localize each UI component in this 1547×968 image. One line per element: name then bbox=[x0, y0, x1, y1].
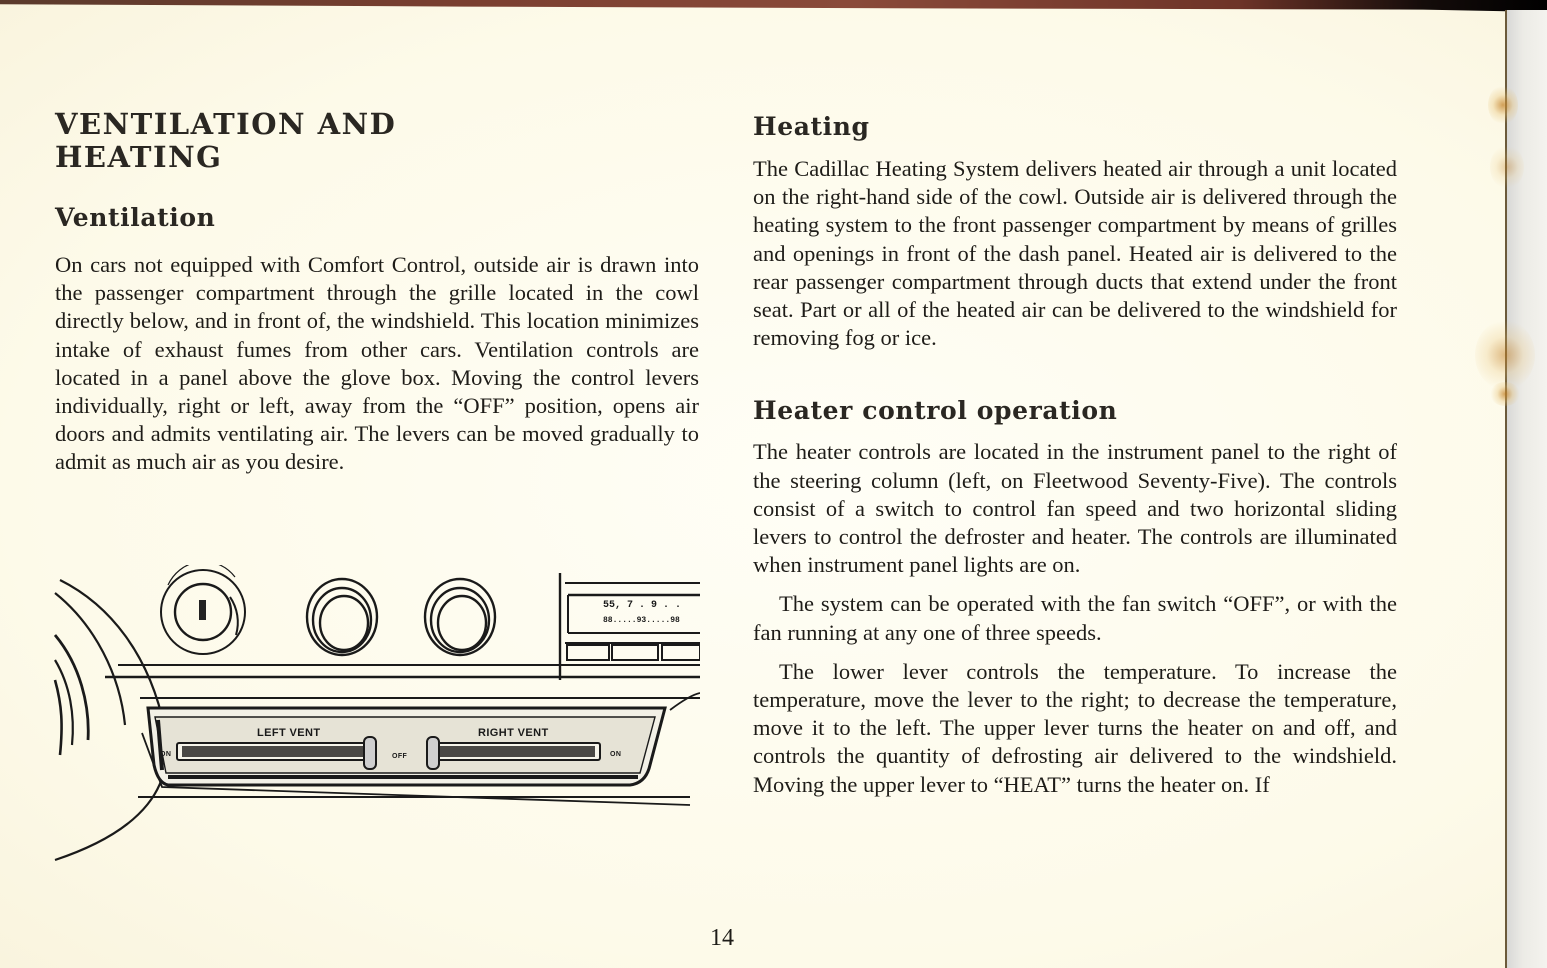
right-on-label: ON bbox=[610, 751, 622, 758]
control-knob-left bbox=[307, 579, 377, 655]
section-title-line1: VENTILATION AND bbox=[55, 107, 397, 141]
heating-heading: Heating bbox=[753, 112, 870, 141]
heater-control-paragraph-1: The heater controls are located in the instrument panel to the right of the steering column (left, on Fleetwood Seventy-Five). The controls consist of a switch to control fan speed and two horizontal sliding levers to control the defroster and heater. The controls are illuminated when instrument panel lights are on. bbox=[753, 439, 1397, 578]
left-column bbox=[55, 108, 699, 477]
heating-paragraph: The Cadillac Heating System delivers heated air through a unit located on the right-hand side of the cowl. Outside air is delivered through the heating system to the front passenger compartment by means of grilles and openings in front of the dash panel. Heated air is delivered to the rear passenger compartment through ducts that extend under the front seat. Part or all of the heated air can be delivered to the windshield for removing fog or ice. bbox=[753, 156, 1397, 351]
ventilation-panel-illustration bbox=[50, 565, 700, 865]
right-vent-label: RIGHT VENT bbox=[478, 727, 549, 739]
page-number: 14 bbox=[710, 925, 734, 951]
radio-unit bbox=[560, 573, 700, 680]
radio-dial-bottom: 88.....93.....98 bbox=[603, 616, 680, 625]
heater-control-paragraph-3: The lower lever controls the temperature. To increase the temperature, move the lever to the right; to decrease the temperature, move it to the left. The upper lever turns the heater on and off, and controls the quantity of defrosting air delivered to the windshield. Moving the upper lever to “HEAT” turns the heater on. If bbox=[753, 658, 1397, 797]
age-stain bbox=[1490, 145, 1524, 189]
right-column bbox=[753, 108, 1397, 799]
ventilation-heading: Ventilation bbox=[55, 203, 216, 232]
age-stain bbox=[1490, 382, 1520, 406]
control-knob-right bbox=[425, 579, 495, 655]
radio-dial-top: 55, 7 . 9 . . bbox=[603, 600, 682, 611]
ignition-knob bbox=[161, 565, 245, 654]
heater-control-paragraph-2: The system can be operated with the fan switch “OFF”, or with the fan running at any one of three speeds. bbox=[753, 591, 1397, 645]
vent-control-panel bbox=[138, 693, 700, 805]
section-title bbox=[55, 108, 699, 174]
age-stain bbox=[1488, 85, 1518, 125]
dash-upper-lines bbox=[105, 665, 700, 677]
left-vent-label: LEFT VENT bbox=[257, 727, 321, 739]
section-title-line2: HEATING bbox=[55, 140, 223, 174]
heater-control-heading: Heater control operation bbox=[753, 396, 1118, 426]
left-on-label: ON bbox=[160, 751, 172, 758]
ventilation-paragraph: On cars not equipped with Comfort Control, outside air is drawn into the passenger compartment through the grille located in the cowl directly below, and in front of, the windshield. This location minimizes intake of exhaust fumes from other cars. Ventilation controls are located in a panel above the glove box. Moving the control levers individually, right or left, away from the “OFF” position, opens air doors and admits ventilating air. The levers can be moved gradually to admit as much air as you desire. bbox=[55, 252, 699, 475]
age-stain bbox=[1475, 320, 1535, 390]
off-label: OFF bbox=[392, 753, 408, 760]
